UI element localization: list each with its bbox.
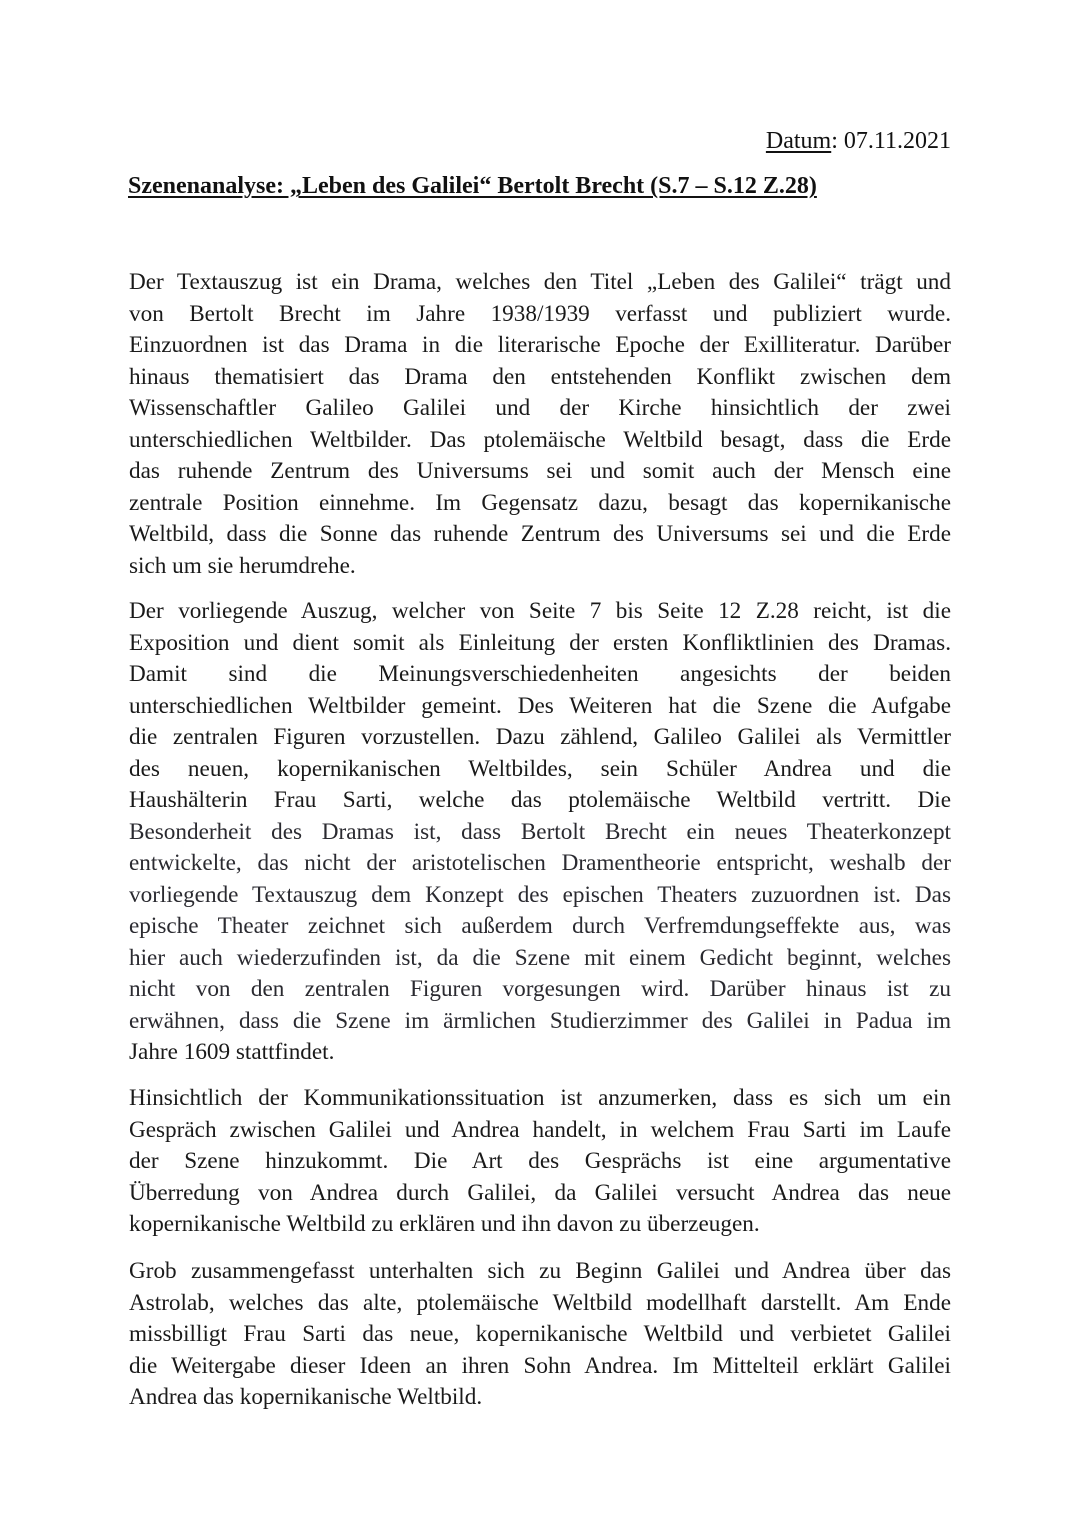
text-line: unterschiedlichen Weltbilder gemeint. Des Weiteren hat die Szene die Aufgabe: [129, 692, 951, 719]
paragraph-exposition: [129, 596, 951, 1069]
text-line: nicht von den zentralen Figuren vorgesungen wird. Darüber hinaus ist zu: [129, 976, 951, 1002]
text-line: die zentralen Figuren vorzustellen. Dazu zählend, Galileo Galilei als Vermittler: [129, 724, 951, 750]
date-value: 07.11.2021: [843, 128, 951, 154]
text-line: epische Theater zeichnet sich außerdem durch Verfremdungseffekte aus, was: [129, 913, 951, 939]
text-line: Damit sind die Meinungsverschiedenheiten angesichts der beiden: [129, 661, 951, 687]
paragraph-summary: [129, 1256, 951, 1414]
text-line: Hinsichtlich der Kommunikationssituation ist anzumerken, dass es sich um ein: [129, 1085, 951, 1111]
paragraph-communication: [129, 1083, 951, 1241]
text-line: Besonderheit des Dramas ist, dass Bertolt Brecht ein neues Theaterkonzept: [129, 818, 951, 845]
date-separator: :: [831, 128, 844, 154]
text-line: sich um sie herumdrehe.: [129, 552, 356, 579]
date-label: Datum: [765, 128, 832, 154]
text-line: hinaus thematisiert das Drama den entstehenden Konflikt zwischen dem: [129, 363, 951, 390]
text-line: Der vorliegende Auszug, welcher von Seite 7 bis Seite 12 Z.28 reicht, ist die: [129, 598, 951, 624]
document-title: Szenenanalyse: „Leben des Galilei“ Bertolt Brecht (S.7 – S.12 Z.28): [128, 173, 817, 199]
text-line: Haushälterin Frau Sarti, welche das ptolemäische Weltbild vertritt. Die: [129, 787, 951, 813]
text-line: entwickelte, das nicht der aristotelischen Dramentheorie entspricht, weshalb der: [129, 850, 951, 876]
date-line: [766, 128, 951, 155]
text-line: missbilligt Frau Sarti das neue, kopernikanische Weltbild und verbietet Galilei: [129, 1321, 951, 1347]
text-line: Der Textauszug ist ein Drama, welches den Titel „Leben des Galilei“ trägt und: [129, 269, 951, 295]
text-line: erwähnen, dass die Szene im ärmlichen Studierzimmer des Galilei in Padua im: [129, 1007, 951, 1034]
text-line: die Weitergabe dieser Ideen an ihren Sohn Andrea. Im Mittelteil erklärt Galilei: [129, 1352, 951, 1379]
paragraph-introduction: [129, 267, 951, 582]
text-line: unterschiedlichen Weltbilder. Das ptolemäische Weltbild besagt, dass die Erde: [129, 426, 951, 453]
text-line: Astrolab, welches das alte, ptolemäische Weltbild modellhaft darstellt. Am Ende: [129, 1289, 951, 1316]
text-line: Einzuordnen ist das Drama in die literarische Epoche der Exilliteratur. Darüber: [129, 332, 951, 358]
text-line: Weltbild, dass die Sonne das ruhende Zentrum des Universums sei und die Erde: [129, 521, 951, 547]
text-line: das ruhende Zentrum des Universums sei und somit auch der Mensch eine: [129, 458, 951, 484]
text-line: vorliegende Textauszug dem Konzept des epischen Theaters zuzuordnen ist. Das: [129, 881, 951, 908]
text-line: von Bertolt Brecht im Jahre 1938/1939 verfasst und publiziert wurde.: [129, 300, 951, 327]
text-line: der Szene hinzukommt. Die Art des Gesprächs ist eine argumentative: [129, 1148, 951, 1174]
text-line: Jahre 1609 stattfindet.: [129, 1039, 335, 1065]
text-line: hier auch wiederzufinden ist, da die Szene mit einem Gedicht beginnt, welches: [129, 944, 951, 971]
text-line: Gespräch zwischen Galilei und Andrea handelt, in welchem Frau Sarti im Laufe: [129, 1116, 951, 1143]
text-line: kopernikanische Weltbild zu erklären und ihn davon zu überzeugen.: [129, 1211, 760, 1237]
text-line: Exposition und dient somit als Einleitung der ersten Konfliktlinien des Dramas.: [129, 629, 951, 656]
text-line: Überredung von Andrea durch Galilei, da Galilei versucht Andrea das neue: [129, 1179, 951, 1206]
text-line: Grob zusammengefasst unterhalten sich zu Beginn Galilei und Andrea über das: [129, 1258, 951, 1284]
text-line: Andrea das kopernikanische Weltbild.: [129, 1384, 483, 1410]
text-line: des neuen, kopernikanischen Weltbildes, sein Schüler Andrea und die: [129, 755, 951, 782]
text-line: zentrale Position einnehme. Im Gegensatz dazu, besagt das kopernikanische: [129, 489, 951, 516]
text-line: Wissenschaftler Galileo Galilei und der Kirche hinsichtlich der zwei: [129, 395, 951, 421]
